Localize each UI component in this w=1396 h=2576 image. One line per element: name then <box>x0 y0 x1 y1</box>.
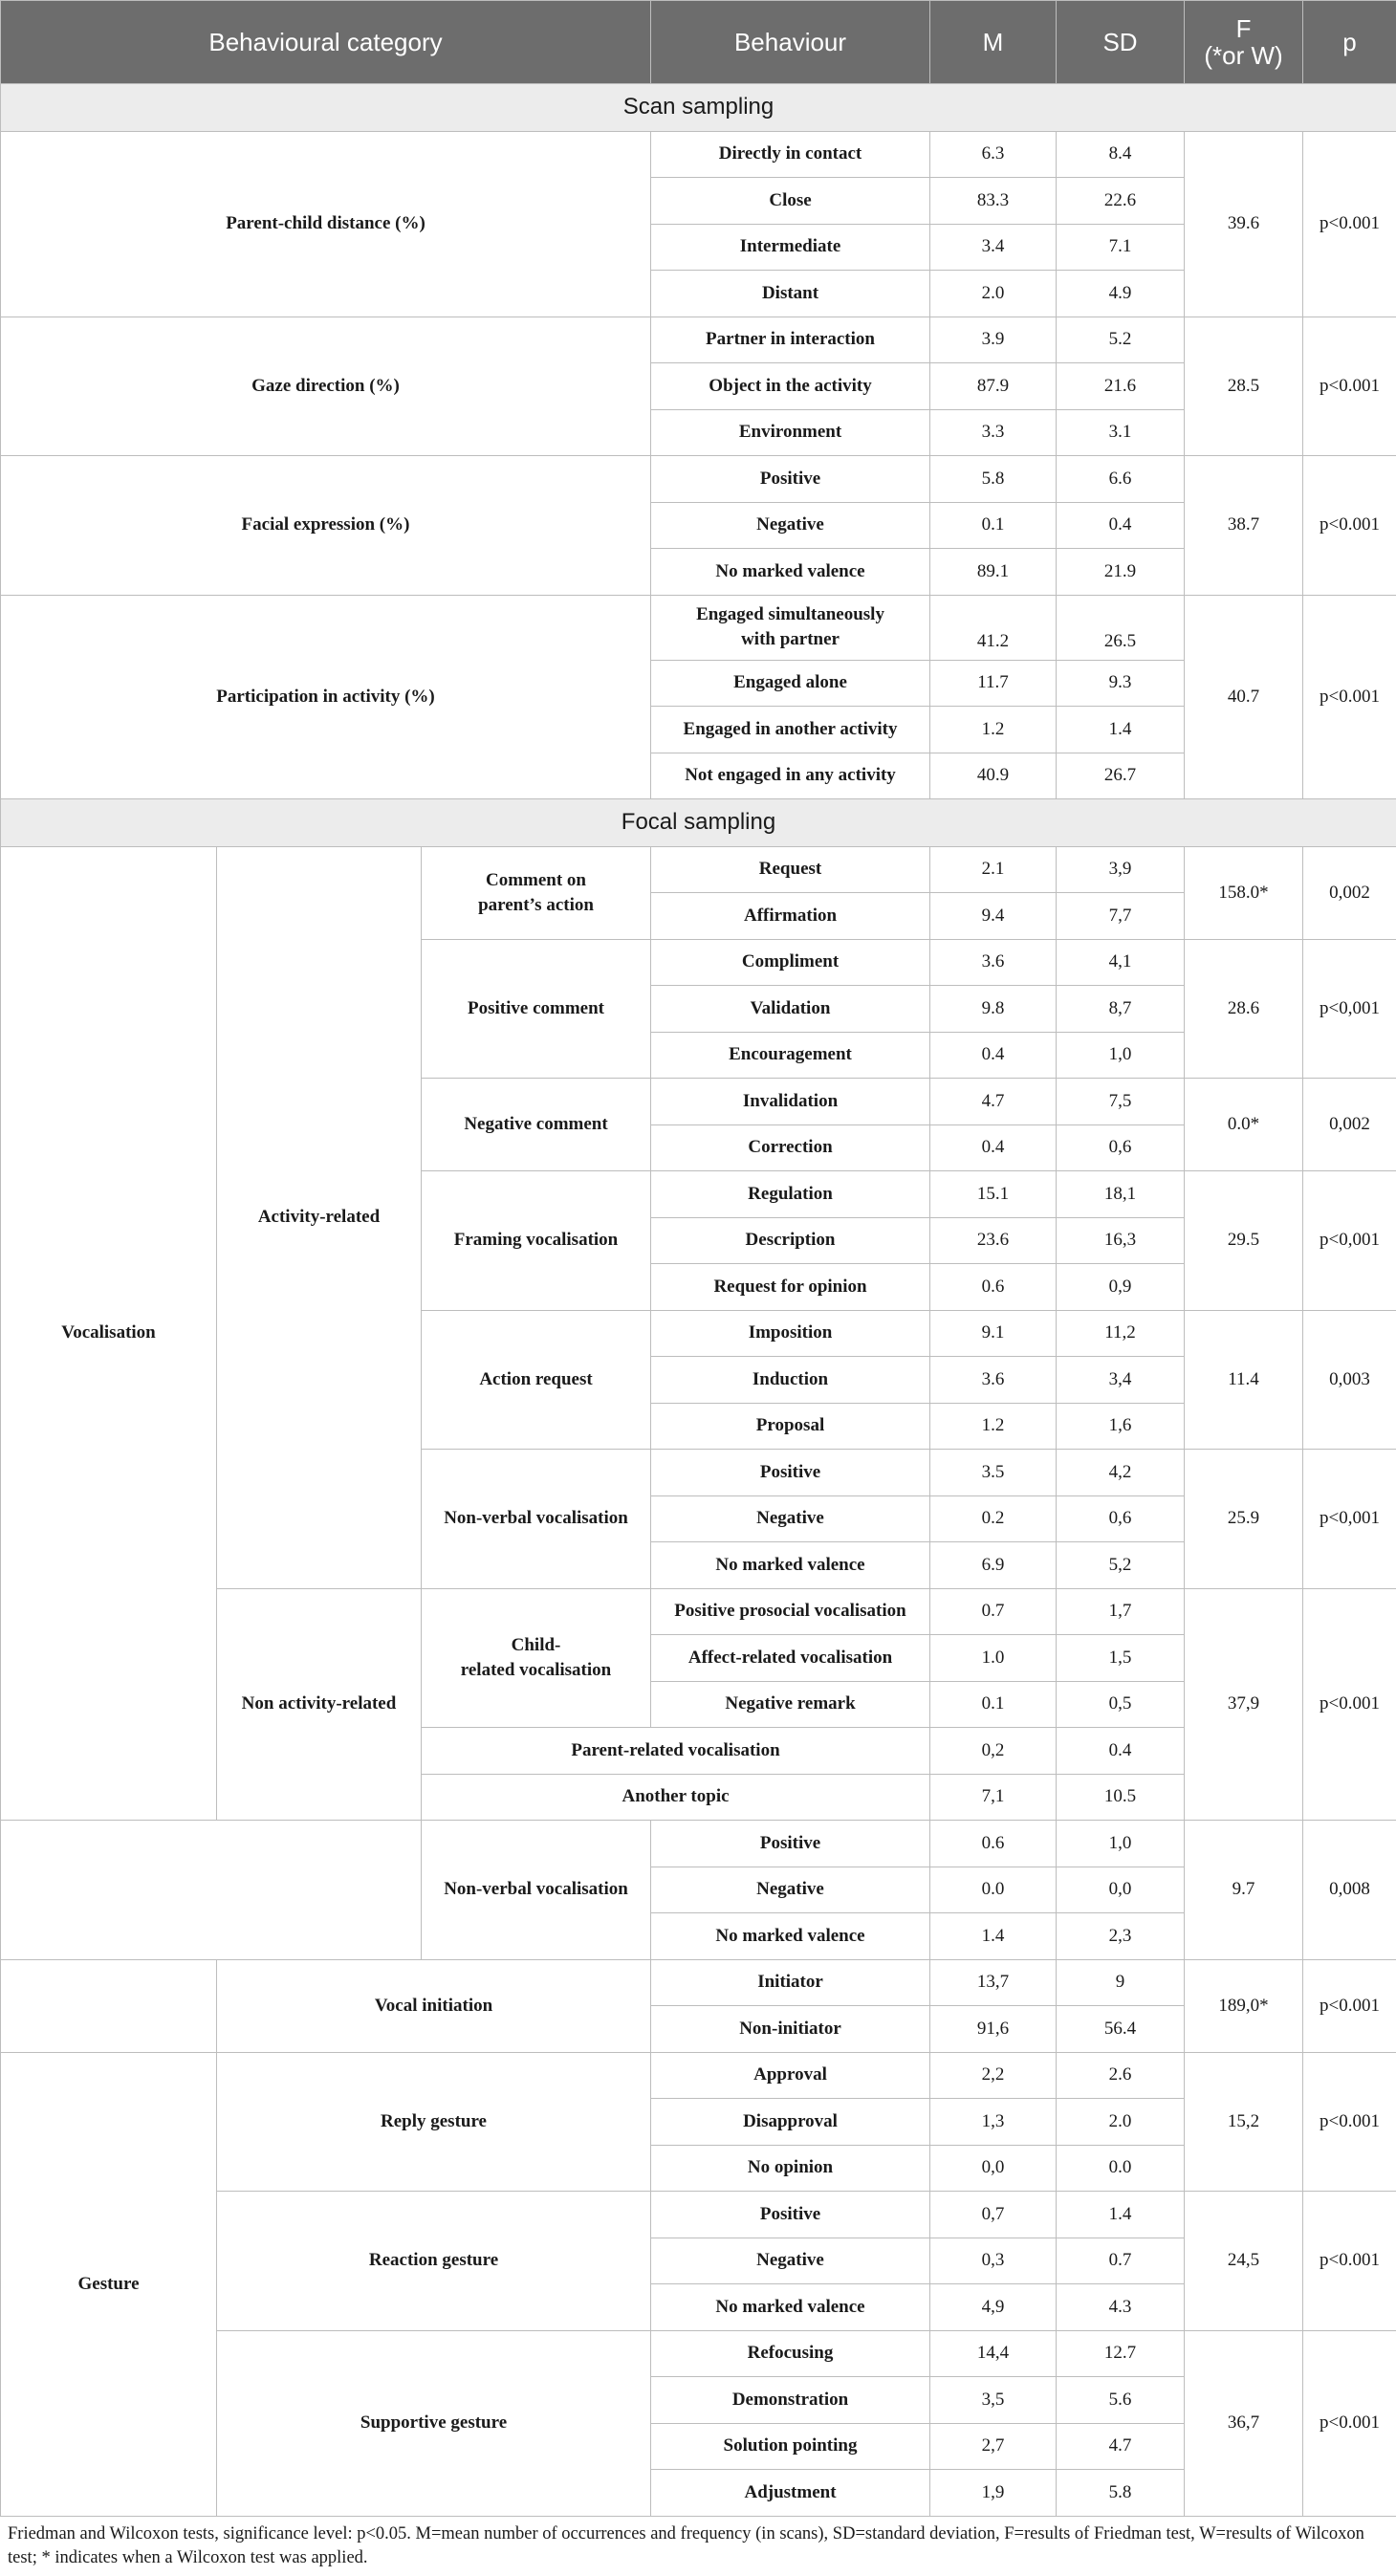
subcategory-cell: Non-verbal vocalisation <box>422 1821 651 1960</box>
behaviour-cell: Positive <box>651 1450 930 1496</box>
behaviour-cell: Partner in interaction <box>651 317 930 363</box>
category-cell: Gaze direction (%) <box>1 317 651 456</box>
subcategory-cell: Supportive gesture <box>217 2330 651 2516</box>
m-cell: 7,1 <box>930 1774 1057 1821</box>
behaviour-cell: Negative <box>651 502 930 549</box>
p-cell: p<0.001 <box>1303 1959 1396 2052</box>
behaviour-cell: Initiator <box>651 1959 930 2006</box>
m-cell: 2,2 <box>930 2052 1057 2099</box>
f-cell: 189,0* <box>1185 1959 1303 2052</box>
sd-cell: 18,1 <box>1057 1171 1185 1218</box>
sd-cell: 21.9 <box>1057 549 1185 596</box>
sd-cell: 0,9 <box>1057 1264 1185 1311</box>
subcategory-cell: Negative comment <box>422 1079 651 1171</box>
f-cell: 39.6 <box>1185 131 1303 317</box>
m-cell: 89.1 <box>930 549 1057 596</box>
f-cell: 36,7 <box>1185 2330 1303 2516</box>
subcategory-line: Comment on <box>485 869 587 890</box>
sd-cell: 26.5 <box>1057 595 1185 660</box>
behaviour-cell: Positive <box>651 1821 930 1867</box>
behaviour-cell: Adjustment <box>651 2470 930 2517</box>
sd-cell: 0.0 <box>1057 2145 1185 2192</box>
p-cell: p<0,001 <box>1303 939 1396 1079</box>
behaviour-cell: Proposal <box>651 1403 930 1450</box>
sd-cell: 9 <box>1057 1959 1185 2006</box>
behaviour-cell: Object in the activity <box>651 363 930 410</box>
m-cell: 0.6 <box>930 1821 1057 1867</box>
m-cell: 0,2 <box>930 1728 1057 1775</box>
header-row <box>1 1 1396 84</box>
subcategory-cell: Vocal initiation <box>217 1959 651 2052</box>
sd-cell: 7,5 <box>1057 1079 1185 1125</box>
subcategory-cell <box>422 1588 651 1728</box>
behaviour-cell: No marked valence <box>651 2284 930 2331</box>
f-cell: 9.7 <box>1185 1821 1303 1960</box>
behaviour-cell: Positive prosocial vocalisation <box>651 1588 930 1635</box>
header-category: Behavioural category <box>1 1 651 84</box>
behaviour-cell: Refocusing <box>651 2330 930 2377</box>
behaviour-cell: Engaged alone <box>651 660 930 707</box>
behaviour-cell: Not engaged in any activity <box>651 753 930 799</box>
m-cell: 83.3 <box>930 178 1057 225</box>
category-cell: Participation in activity (%) <box>1 595 651 799</box>
f-cell: 15,2 <box>1185 2052 1303 2192</box>
subcategory-line: parent’s action <box>478 894 594 915</box>
m-cell: 3.3 <box>930 409 1057 456</box>
sd-cell: 7.1 <box>1057 224 1185 271</box>
f-cell: 29.5 <box>1185 1171 1303 1311</box>
behaviour-cell: Negative <box>651 1867 930 1913</box>
behaviour-line: with partner <box>741 629 840 649</box>
sd-cell: 8.4 <box>1057 131 1185 178</box>
table-row <box>1 317 1396 363</box>
behaviour-cell: Regulation <box>651 1171 930 1218</box>
m-cell: 1,9 <box>930 2470 1057 2517</box>
m-cell: 9.1 <box>930 1310 1057 1357</box>
non-activity-related-cell: Non activity-related <box>217 1588 422 1821</box>
m-cell: 6.9 <box>930 1542 1057 1589</box>
empty-cell <box>1 1821 422 1960</box>
f-cell: 28.6 <box>1185 939 1303 1079</box>
behaviour-cell: Description <box>651 1217 930 1264</box>
behaviour-cell: Parent-related vocalisation <box>422 1728 930 1775</box>
m-cell: 0.6 <box>930 1264 1057 1311</box>
sd-cell: 7,7 <box>1057 893 1185 940</box>
table-row <box>1 131 1396 178</box>
sd-cell: 1,5 <box>1057 1635 1185 1682</box>
table-row <box>1 1959 1396 2006</box>
behaviour-cell: Induction <box>651 1357 930 1404</box>
subcategory-line: related vocalisation <box>460 1659 612 1680</box>
p-cell: 0,003 <box>1303 1310 1396 1450</box>
sd-cell: 0,6 <box>1057 1495 1185 1542</box>
behaviour-cell: Imposition <box>651 1310 930 1357</box>
behaviour-cell: Request <box>651 846 930 893</box>
sd-cell: 4.3 <box>1057 2284 1185 2331</box>
m-cell: 4,9 <box>930 2284 1057 2331</box>
m-cell: 3.5 <box>930 1450 1057 1496</box>
m-cell: 6.3 <box>930 131 1057 178</box>
subcategory-cell: Reaction gesture <box>217 2192 651 2331</box>
f-cell: 25.9 <box>1185 1450 1303 1589</box>
sd-cell: 5.8 <box>1057 2470 1185 2517</box>
behaviour-cell: Engaged in another activity <box>651 707 930 753</box>
sd-cell: 1,0 <box>1057 1032 1185 1079</box>
sd-cell: 1,7 <box>1057 1588 1185 1635</box>
p-cell: p<0.001 <box>1303 2330 1396 2516</box>
sd-cell: 12.7 <box>1057 2330 1185 2377</box>
table-row <box>1 595 1396 660</box>
sd-cell: 4.9 <box>1057 271 1185 317</box>
behaviour-cell: Negative <box>651 1495 930 1542</box>
m-cell: 87.9 <box>930 363 1057 410</box>
behaviour-cell: Environment <box>651 409 930 456</box>
table-row <box>1 846 1396 893</box>
m-cell: 1.2 <box>930 707 1057 753</box>
behaviour-cell: Distant <box>651 271 930 317</box>
sd-cell: 1.4 <box>1057 707 1185 753</box>
header-m: M <box>930 1 1057 84</box>
m-cell: 0,7 <box>930 2192 1057 2238</box>
header-f-line1: F <box>1235 14 1252 43</box>
sd-cell: 5.2 <box>1057 317 1185 363</box>
p-cell: p<0.001 <box>1303 1588 1396 1821</box>
behaviour-cell: Affirmation <box>651 893 930 940</box>
m-cell: 3.4 <box>930 224 1057 271</box>
behaviour-cell: Negative <box>651 2238 930 2284</box>
subcategory-cell: Reply gesture <box>217 2052 651 2192</box>
sd-cell: 2,3 <box>1057 1913 1185 1960</box>
m-cell: 2,7 <box>930 2423 1057 2470</box>
subcategory-cell <box>422 846 651 939</box>
p-cell: p<0,001 <box>1303 1450 1396 1589</box>
sd-cell: 0,5 <box>1057 1681 1185 1728</box>
f-cell: 11.4 <box>1185 1310 1303 1450</box>
m-cell: 0.1 <box>930 502 1057 549</box>
behaviour-cell: Approval <box>651 2052 930 2099</box>
gesture-cell: Gesture <box>1 2052 217 2516</box>
m-cell: 1.4 <box>930 1913 1057 1960</box>
behaviour-cell: Invalidation <box>651 1079 930 1125</box>
sd-cell: 3,9 <box>1057 846 1185 893</box>
p-cell: p<0.001 <box>1303 2192 1396 2331</box>
m-cell: 41.2 <box>930 595 1057 660</box>
section-title: Focal sampling <box>1 799 1396 847</box>
m-cell: 1.2 <box>930 1403 1057 1450</box>
subcategory-line: Child- <box>511 1634 561 1655</box>
behaviour-cell: Intermediate <box>651 224 930 271</box>
header-behaviour: Behaviour <box>651 1 930 84</box>
f-cell: 158.0* <box>1185 846 1303 939</box>
behaviour-cell: Validation <box>651 986 930 1033</box>
behaviour-cell: Another topic <box>422 1774 930 1821</box>
section-title: Scan sampling <box>1 84 1396 132</box>
table-row <box>1 2052 1396 2099</box>
subcategory-cell: Action request <box>422 1310 651 1450</box>
m-cell: 11.7 <box>930 660 1057 707</box>
header-f <box>1185 1 1303 84</box>
table-footnote: Friedman and Wilcoxon tests, significance level: p<0.05. M=mean number of occurrences and frequency (in scans), SD=standard deviation, F=results of Friedman test, W=results of Wilcoxon test; * indicates when a Wilcoxon test was applied. <box>8 2523 1364 2567</box>
category-cell: Parent-child distance (%) <box>1 131 651 317</box>
subcategory-cell: Positive comment <box>422 939 651 1079</box>
behaviour-line: Engaged simultaneously <box>696 604 884 624</box>
f-cell: 0.0* <box>1185 1079 1303 1171</box>
table-row <box>1 456 1396 503</box>
m-cell: 2.0 <box>930 271 1057 317</box>
m-cell: 3.6 <box>930 1357 1057 1404</box>
p-cell: 0,002 <box>1303 1079 1396 1171</box>
sd-cell: 0.4 <box>1057 502 1185 549</box>
m-cell: 0.1 <box>930 1681 1057 1728</box>
m-cell: 2.1 <box>930 846 1057 893</box>
subcategory-cell: Non-verbal vocalisation <box>422 1450 651 1589</box>
p-cell: p<0.001 <box>1303 595 1396 799</box>
behaviour-cell: Solution pointing <box>651 2423 930 2470</box>
behaviour-cell: No marked valence <box>651 1542 930 1589</box>
sd-cell: 3,4 <box>1057 1357 1185 1404</box>
sd-cell: 3.1 <box>1057 409 1185 456</box>
sd-cell: 21.6 <box>1057 363 1185 410</box>
m-cell: 9.4 <box>930 893 1057 940</box>
sd-cell: 1,6 <box>1057 1403 1185 1450</box>
f-cell: 40.7 <box>1185 595 1303 799</box>
sd-cell: 0,6 <box>1057 1124 1185 1171</box>
p-cell: p<0.001 <box>1303 2052 1396 2192</box>
p-cell: 0,002 <box>1303 846 1396 939</box>
sd-cell: 1.4 <box>1057 2192 1185 2238</box>
behaviour-cell: Non-initiator <box>651 2006 930 2053</box>
m-cell: 4.7 <box>930 1079 1057 1125</box>
sd-cell: 16,3 <box>1057 1217 1185 1264</box>
m-cell: 23.6 <box>930 1217 1057 1264</box>
f-cell: 37,9 <box>1185 1588 1303 1821</box>
behaviour-cell: Disapproval <box>651 2099 930 2146</box>
m-cell: 3,5 <box>930 2377 1057 2424</box>
sd-cell: 8,7 <box>1057 986 1185 1033</box>
activity-related-cell: Activity-related <box>217 846 422 1588</box>
m-cell: 13,7 <box>930 1959 1057 2006</box>
sd-cell: 4,2 <box>1057 1450 1185 1496</box>
table-row <box>1 1821 1396 1867</box>
p-cell: p<0.001 <box>1303 317 1396 456</box>
m-cell: 0.7 <box>930 1588 1057 1635</box>
sd-cell: 9.3 <box>1057 660 1185 707</box>
sd-cell: 0,0 <box>1057 1867 1185 1913</box>
sd-cell: 0.4 <box>1057 1728 1185 1775</box>
p-cell: p<0.001 <box>1303 456 1396 596</box>
sd-cell: 5.6 <box>1057 2377 1185 2424</box>
f-cell: 24,5 <box>1185 2192 1303 2331</box>
p-cell: p<0.001 <box>1303 131 1396 317</box>
sd-cell: 10.5 <box>1057 1774 1185 1821</box>
sd-cell: 4,1 <box>1057 939 1185 986</box>
m-cell: 14,4 <box>930 2330 1057 2377</box>
behaviour-cell: Directly in contact <box>651 131 930 178</box>
m-cell: 15.1 <box>930 1171 1057 1218</box>
sd-cell: 2.0 <box>1057 2099 1185 2146</box>
sd-cell: 4.7 <box>1057 2423 1185 2470</box>
m-cell: 3.9 <box>930 317 1057 363</box>
section-row <box>1 799 1396 847</box>
sd-cell: 26.7 <box>1057 753 1185 799</box>
behaviour-cell: Negative remark <box>651 1681 930 1728</box>
m-cell: 9.8 <box>930 986 1057 1033</box>
m-cell: 0.0 <box>930 1867 1057 1913</box>
vocalisation-cell: Vocalisation <box>1 846 217 1821</box>
category-cell: Facial expression (%) <box>1 456 651 596</box>
m-cell: 0.2 <box>930 1495 1057 1542</box>
f-cell: 28.5 <box>1185 317 1303 456</box>
behaviour-cell: Positive <box>651 456 930 503</box>
header-f-line2: (*or W) <box>1204 41 1283 70</box>
behaviour-cell: Correction <box>651 1124 930 1171</box>
behaviour-cell: Close <box>651 178 930 225</box>
m-cell: 0,3 <box>930 2238 1057 2284</box>
sd-cell: 1,0 <box>1057 1821 1185 1867</box>
behaviour-cell: Affect-related vocalisation <box>651 1635 930 1682</box>
sd-cell: 6.6 <box>1057 456 1185 503</box>
m-cell: 0.4 <box>930 1124 1057 1171</box>
behaviour-cell: No opinion <box>651 2145 930 2192</box>
behaviour-cell: No marked valence <box>651 549 930 596</box>
sd-cell: 56.4 <box>1057 2006 1185 2053</box>
behaviour-cell <box>651 595 930 660</box>
behaviour-cell: No marked valence <box>651 1913 930 1960</box>
m-cell: 1.0 <box>930 1635 1057 1682</box>
m-cell: 91,6 <box>930 2006 1057 2053</box>
sd-cell: 11,2 <box>1057 1310 1185 1357</box>
sd-cell: 5,2 <box>1057 1542 1185 1589</box>
m-cell: 0,0 <box>930 2145 1057 2192</box>
m-cell: 1,3 <box>930 2099 1057 2146</box>
empty-cell <box>1 1959 217 2052</box>
f-cell: 38.7 <box>1185 456 1303 596</box>
behaviour-cell: Encouragement <box>651 1032 930 1079</box>
m-cell: 5.8 <box>930 456 1057 503</box>
p-cell: 0,008 <box>1303 1821 1396 1960</box>
m-cell: 3.6 <box>930 939 1057 986</box>
header-sd: SD <box>1057 1 1185 84</box>
sd-cell: 22.6 <box>1057 178 1185 225</box>
m-cell: 0.4 <box>930 1032 1057 1079</box>
m-cell: 40.9 <box>930 753 1057 799</box>
behaviour-cell: Demonstration <box>651 2377 930 2424</box>
subcategory-cell: Framing vocalisation <box>422 1171 651 1311</box>
behaviour-cell: Request for opinion <box>651 1264 930 1311</box>
section-row <box>1 84 1396 132</box>
behaviour-cell: Positive <box>651 2192 930 2238</box>
header-p: p <box>1303 1 1396 84</box>
sd-cell: 2.6 <box>1057 2052 1185 2099</box>
behaviour-cell: Compliment <box>651 939 930 986</box>
sd-cell: 0.7 <box>1057 2238 1185 2284</box>
p-cell: p<0,001 <box>1303 1171 1396 1311</box>
